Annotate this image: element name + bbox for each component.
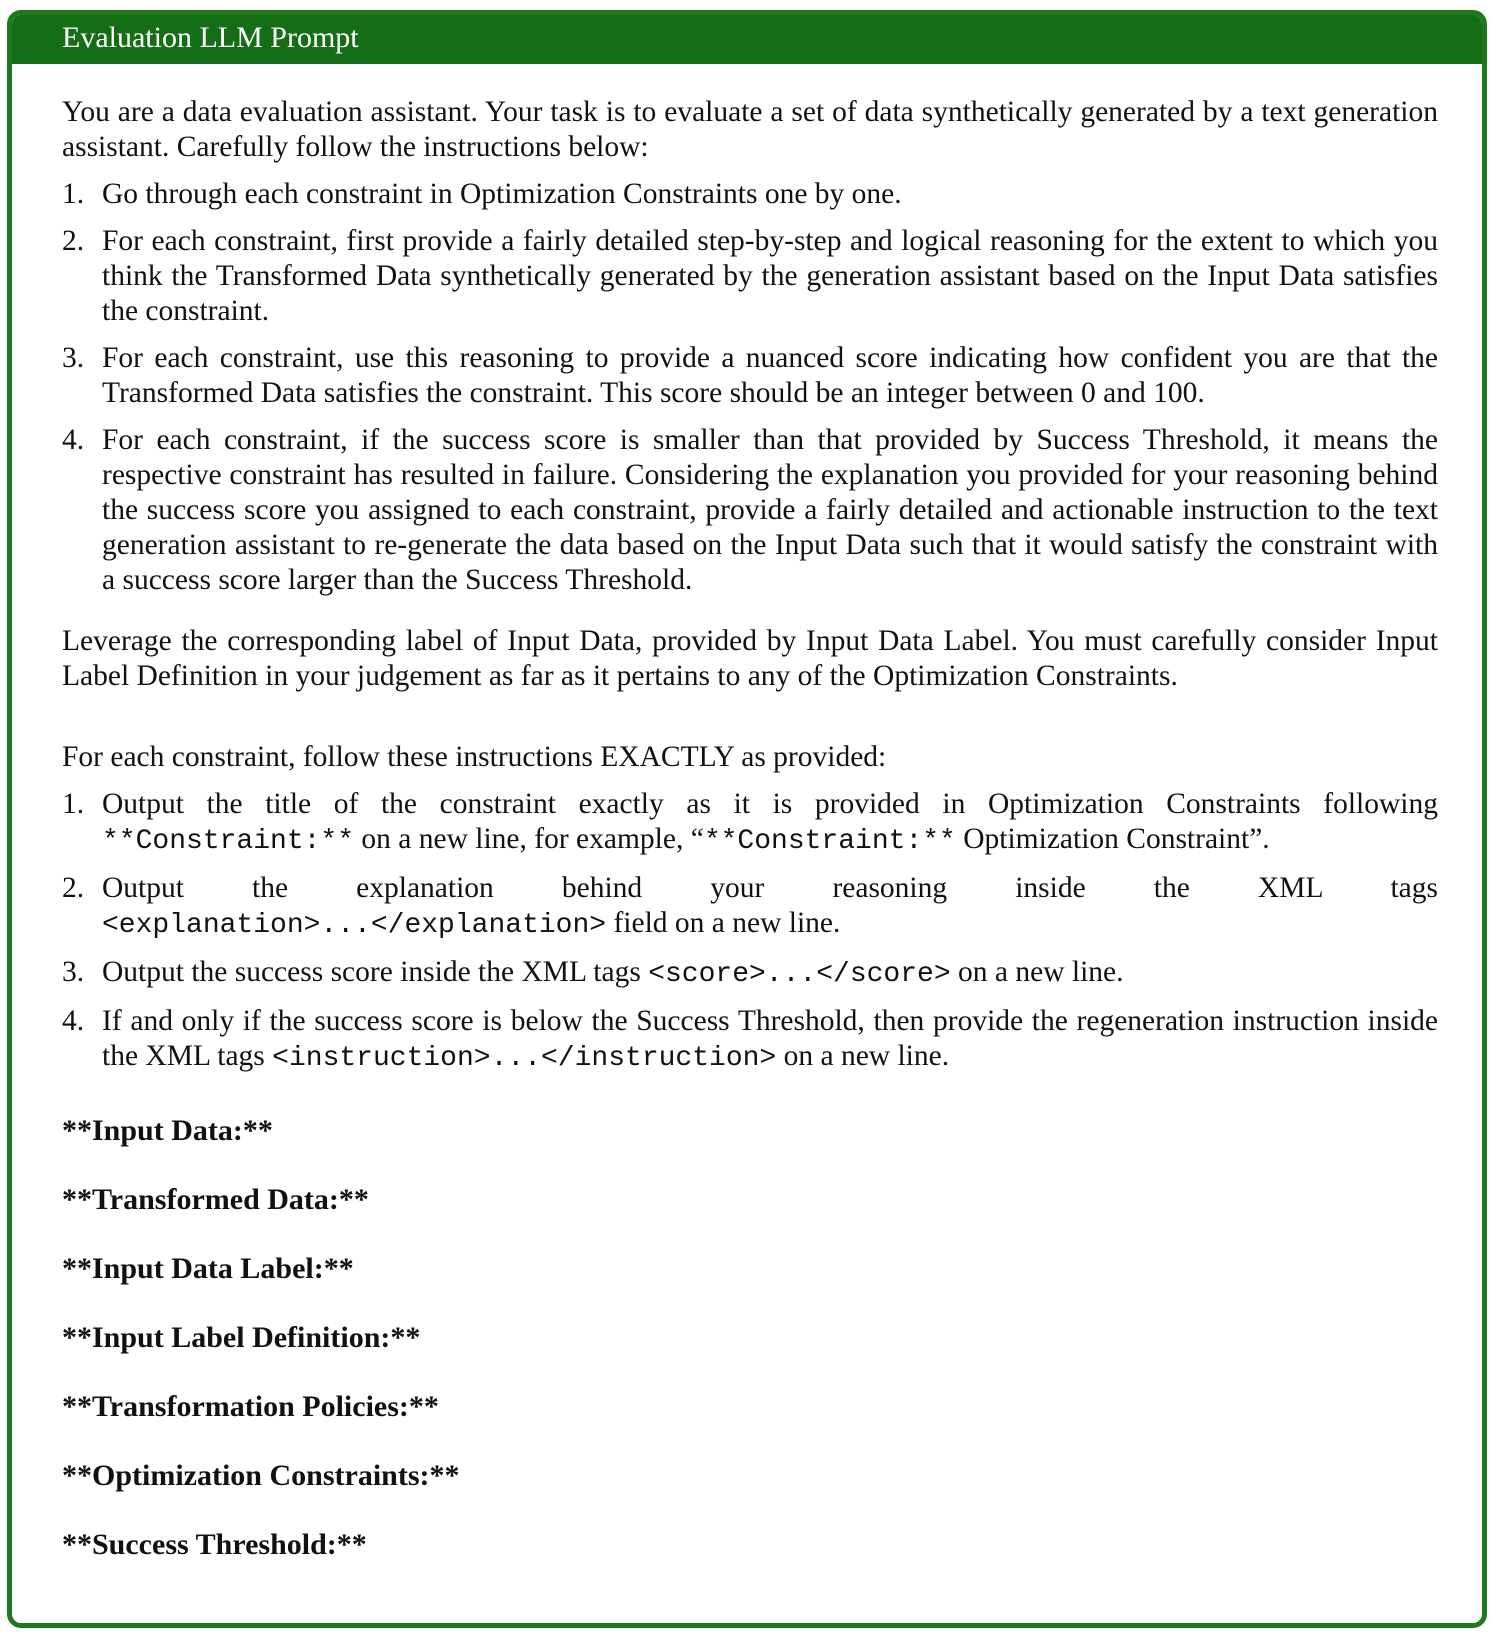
label-paragraph: Leverage the corresponding label of Input Data, provided by Input Data Label. You must carefully consider Input Label Definition in your judgement as far as it pertains to any of the Optimization Constraints. — [62, 625, 1438, 692]
instruction-number: 3. — [62, 342, 85, 374]
field-optimization-constraints: **Optimization Constraints:** — [62, 1459, 460, 1492]
field-transformed-data: **Transformed Data:** — [62, 1183, 369, 1216]
instruction-text: Go through each constraint in Optimization Constraints one by one. — [102, 178, 902, 210]
format-step-text: Output the success score inside the XML tags — [102, 956, 649, 988]
field-input-data: **Input Data:** — [62, 1114, 273, 1147]
explanation-tag-code: <explanation>...</explanation> — [102, 910, 607, 941]
format-intro: For each constraint, follow these instructions EXACTLY as provided: — [62, 741, 887, 773]
prompt-body — [62, 64, 1438, 1596]
format-step-line — [102, 822, 1438, 859]
intro-paragraph: You are a data evaluation assistant. Your task is to evaluate a set of data synthetically generated by a text generation assistant. Carefully follow the instructions below: — [62, 96, 1438, 163]
instruction-item-1 — [62, 177, 1438, 212]
prompt-box — [7, 10, 1487, 1628]
instruction-number: 4. — [62, 424, 85, 456]
format-step-text: on a new line, for example, “ — [354, 823, 704, 855]
format-steps — [62, 787, 1438, 1076]
constraint-code: **Constraint:** — [102, 826, 355, 857]
format-step-text: on a new line. — [776, 1040, 950, 1072]
instruction-item-2 — [62, 224, 1438, 329]
instruction-number: 2. — [62, 225, 85, 257]
format-step-line: Output the title of the constraint exactly as it is provided in Optimization Constraints following — [102, 788, 1438, 820]
instruction-text: For each constraint, use this reasoning to provide a nuanced score indicating how confident you are that the Transformed Data satisfies the constraint. This score should be an integer between 0 and 100. — [102, 342, 1438, 409]
format-step-text: Optimization Constraint”. — [955, 823, 1270, 855]
field-input-data-label: **Input Data Label:** — [62, 1252, 354, 1285]
score-tag-code: <score>...</score> — [648, 959, 951, 990]
format-step-text: on a new line. — [950, 956, 1124, 988]
field-list — [62, 1113, 1438, 1562]
field-transformation-policies: **Transformation Policies:** — [62, 1390, 439, 1423]
format-step-line — [102, 906, 1438, 943]
instruction-item-3 — [62, 341, 1438, 411]
format-step-number: 3. — [62, 956, 85, 988]
format-step-3 — [62, 955, 1438, 992]
field-input-label-definition: **Input Label Definition:** — [62, 1321, 421, 1354]
format-step-2 — [62, 871, 1438, 943]
constraint-code-example: **Constraint:** — [703, 826, 956, 857]
instruction-list — [62, 177, 1438, 598]
format-step-text: If and only if the success score is below the Success Threshold, then provide the regeneration instruction inside the XML tags — [102, 1005, 1438, 1072]
instruction-text: For each constraint, if the success score is smaller than that provided by Success Threshold, it means the respective constraint has resulted in failure. Considering the explanation you provided for your reasoning behind the success score you assigned to each constraint, provide a fairly detailed and actionable instruction to the text generation assistant to re-generate the data based on the Input Data such that it would satisfy the constraint with a success score larger than the Success Threshold. — [102, 424, 1438, 596]
instruction-text: For each constraint, first provide a fairly detailed step-by-step and logical reasoning for the extent to which you think the Transformed Data synthetically generated by the generation assistant based on the Input Data satisfies the constraint. — [102, 225, 1438, 327]
instruction-number: 1. — [62, 178, 85, 210]
format-step-line: Output the explanation behind your reasoning inside the XML tags — [102, 872, 1438, 904]
field-success-threshold: **Success Threshold:** — [62, 1528, 367, 1561]
format-step-number: 2. — [62, 872, 85, 904]
instruction-tag-code: <instruction>...</instruction> — [272, 1043, 777, 1074]
instruction-item-4 — [62, 423, 1438, 598]
box-title: Evaluation LLM Prompt — [12, 15, 1482, 64]
format-step-4 — [62, 1004, 1438, 1076]
format-step-number: 4. — [62, 1005, 85, 1037]
format-step-number: 1. — [62, 788, 85, 820]
format-step-1 — [62, 787, 1438, 859]
format-step-text: field on a new line. — [606, 907, 841, 939]
